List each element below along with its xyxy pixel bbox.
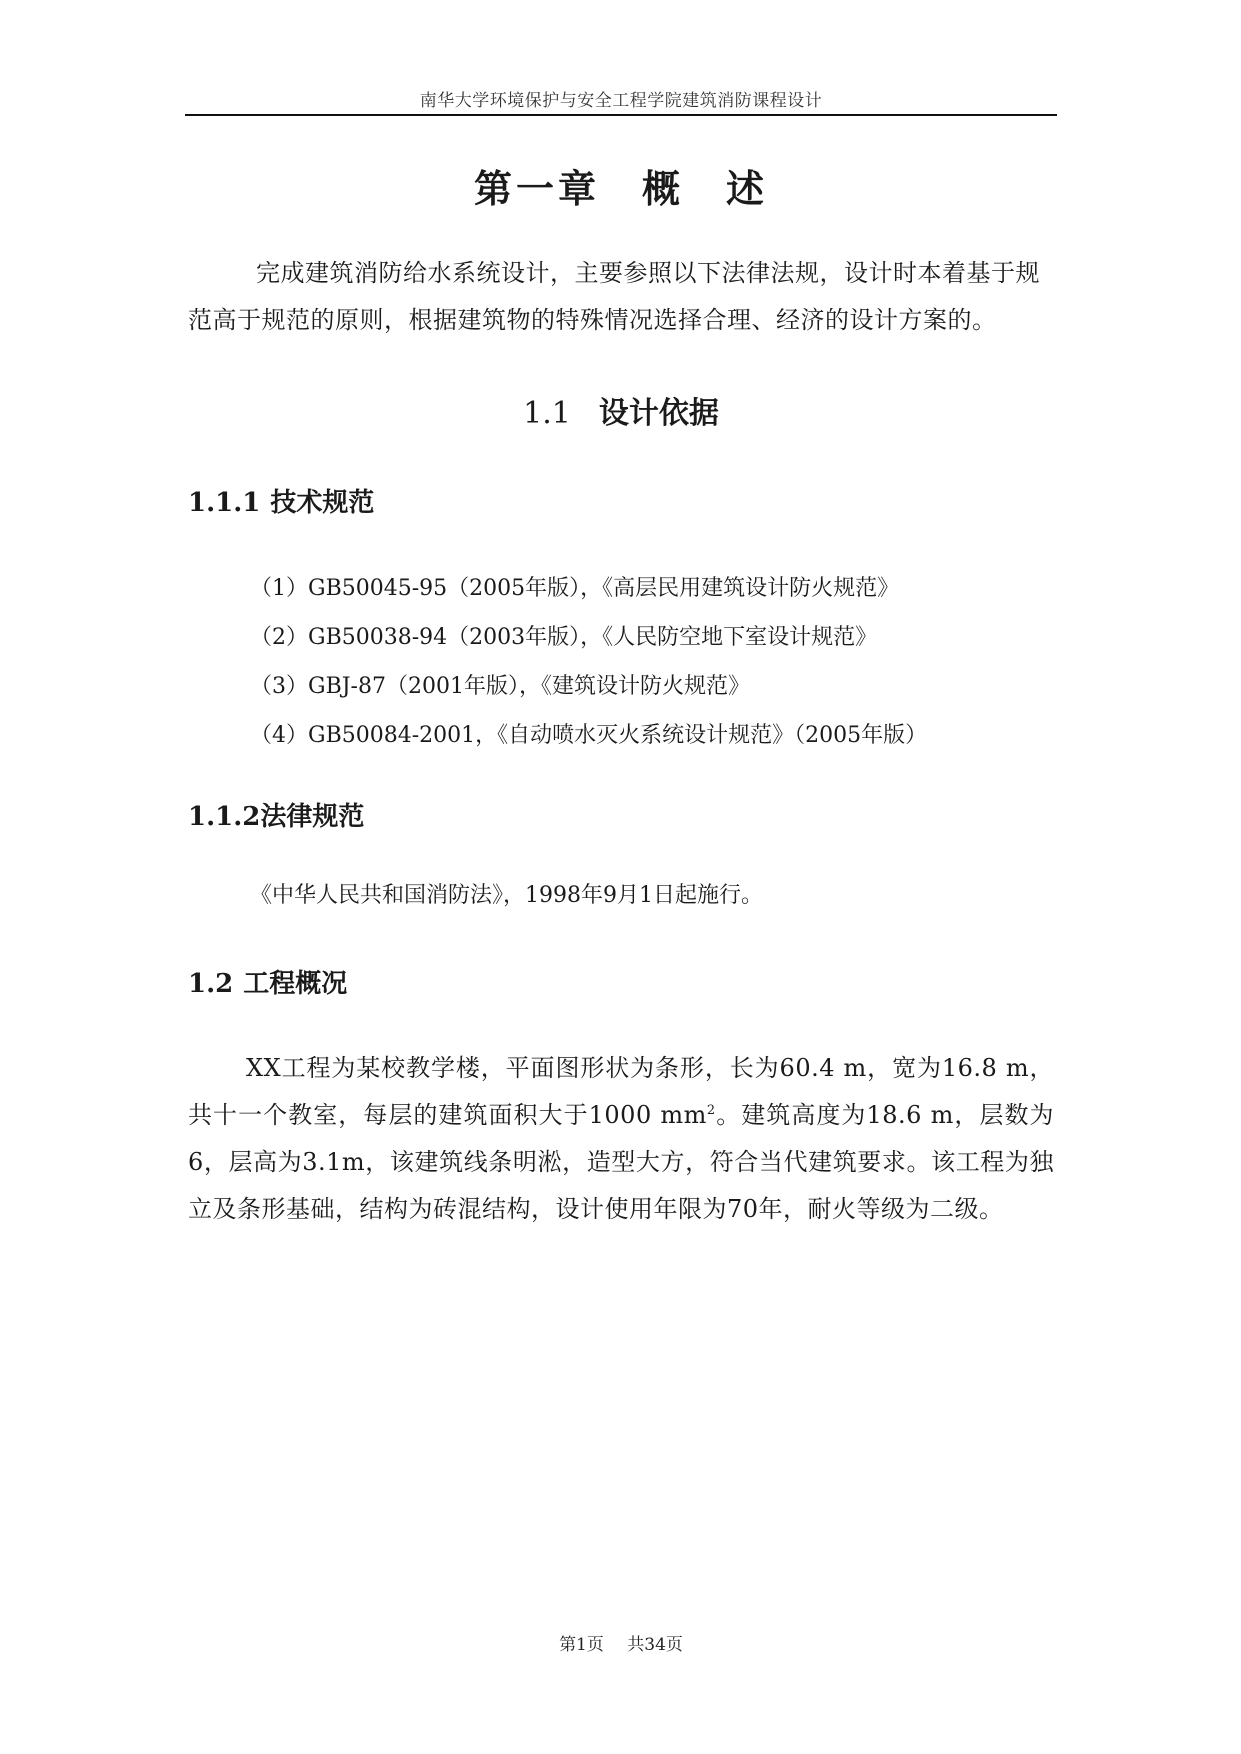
subsection-title-text: 技术规范 [270,488,375,518]
subsection-title-text: 工程概况 [243,969,348,999]
chapter-title: 第一章 概 述 [473,166,768,211]
header-rule [185,114,1057,116]
area-unit-superscript: 2 [706,1103,716,1118]
page-footer [185,1630,1057,1655]
intro-paragraph: 完成建筑消防给水系统设计，主要参照以下法律法规，设计时本着基于规范高于规范的原则，根据建筑物的特殊情况选择合理、经济的设计方案的。 [188,259,1040,334]
running-header: 南华大学环境保护与安全工程学院建筑消防课程设计 [419,91,823,111]
overview-text-part1: XX工程为某校教学楼，平面图形状为条形，长为60.4 m，宽为16.8 m，共十一个教室，每层的建筑面积大于1000 mm [188,1054,1054,1129]
section-title-text: 设计依据 [598,396,719,431]
section-number: 1.1 [523,396,571,431]
subsection-1-1-2-heading [188,796,364,833]
list-item: （4）GB50084-2001，《自动喷水灭火系统设计规范》（2005年版） [250,723,928,748]
list-item: （1）GB50045-95（2005年版），《高层民用建筑设计防火规范》 [250,576,900,601]
subsection-number: 1.1.1 [188,488,261,518]
overview-text-part2: 。建筑高度为18.6 m，层数为6，层高为3.1m，该建筑线条明淞，造型大方，符合当代建筑要求。该工程为独立及条形基础，结构为砖混结构，设计使用年限为70年，耐火等级为二级。 [188,1101,1054,1223]
total-pages: 共34页 [627,1635,683,1655]
section-1-1-heading [185,388,1057,432]
project-overview-paragraph [188,1045,1054,1233]
fire-law-reference: 《中华人民共和国消防法》，1998年9月1日起施行。 [250,883,763,908]
subsection-number: 1.2 [188,969,234,999]
subsection-title-text: 法律规范 [260,802,365,832]
page-number: 第1页 [559,1635,604,1655]
technical-standards-list [250,564,927,760]
subsection-1-1-1-heading [188,482,374,519]
subsection-number: 1.1.2 [188,802,261,832]
list-item: （2）GB50038-94（2003年版），《人民防空地下室设计规范》 [250,625,878,650]
list-item: （3）GBJ-87（2001年版），《建筑设计防火规范》 [250,674,750,699]
section-1-2-heading [188,963,347,1000]
